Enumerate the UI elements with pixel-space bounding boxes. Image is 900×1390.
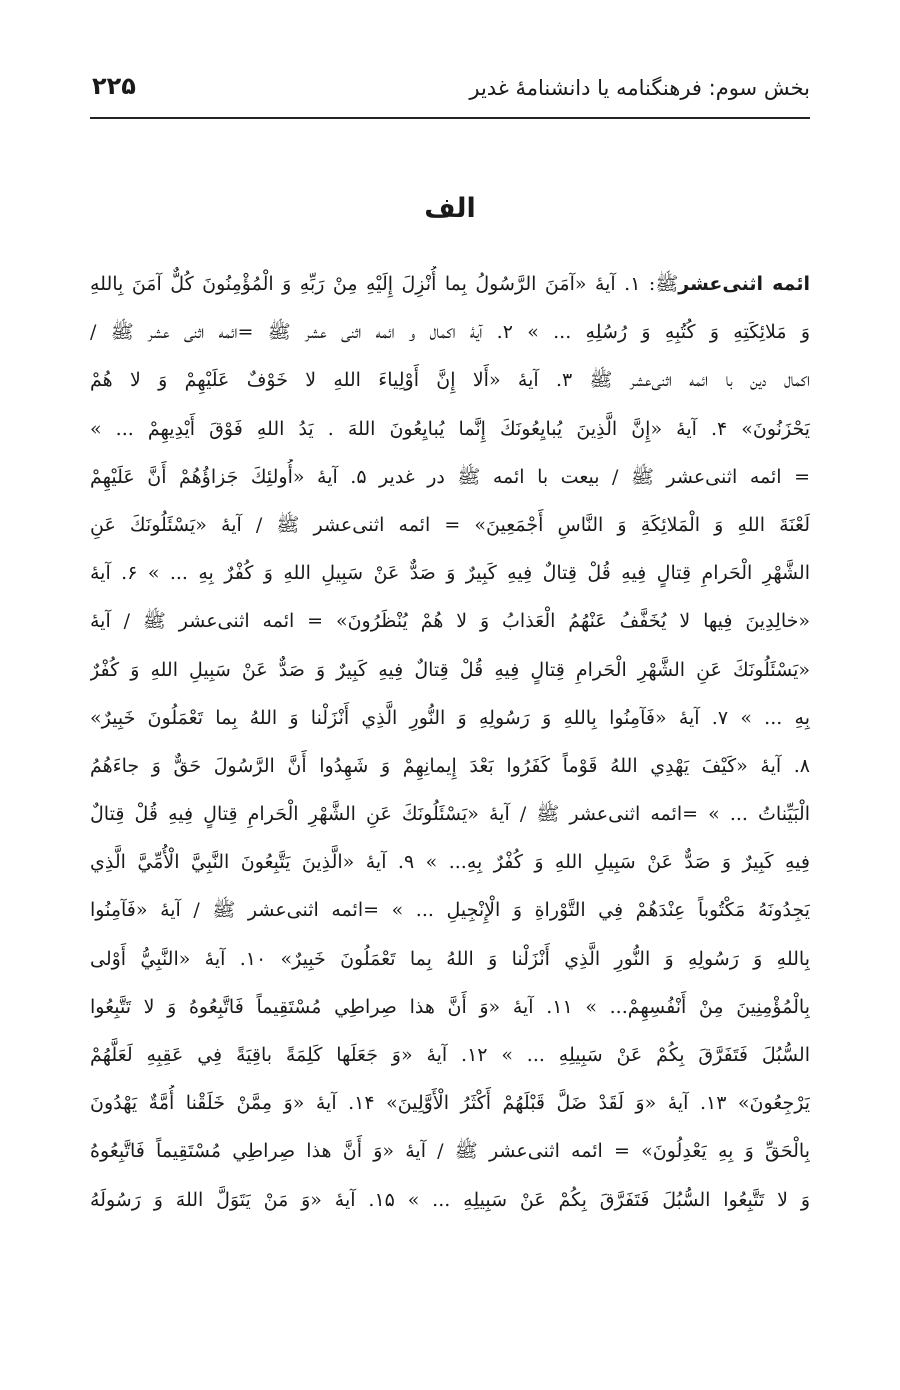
- text-line: الْبَيِّناتُ ... » =ائمه اثنی‌عشر ﷺ / آیهٔ «يَسْئَلُونَكَ عَنِ الشَّهْرِ الْحَرامِ قِتالٍ فِيهِ قُلْ قِتالٌ: [90, 803, 810, 826]
- text-line: يَجِدُونَهُ مَكْتُوباً عِنْدَهُمْ فِي التَّوْراةِ وَ الْإِنْجِيلِ ... » =ائمه اثنی‌عشر ﷺ / آیهٔ «فَآمِنُوا: [90, 899, 810, 922]
- text-line: بِالْمُؤْمِنِينَ مِنْ أَنْفُسِهِمْ... » ۱۱. آیهٔ «وَ أَنَّ هذا صِراطِي مُسْتَقِيماً فَاتَّبِعُوهُ وَ لا تَتَّبِعُوا: [90, 995, 810, 1018]
- text-line: «خالِدِينَ فِيها لا يُخَفَّفُ عَنْهُمُ الْعَذابُ وَ لا هُمْ يُنْظَرُونَ» = ائمه اثنی‌عشر ﷺ / آیهٔ: [90, 610, 810, 633]
- text-line: الشَّهْرِ الْحَرامِ قِتالٍ فِيهِ قُلْ قِتالٌ فِيهِ كَبِيرٌ وَ صَدٌّ عَنْ سَبِيلِ اللهِ وَ كُفْرٌ بِهِ ... » ۶. آیهٔ: [90, 562, 810, 585]
- text-line: ۸. آیهٔ «كَيْفَ يَهْدِي اللهُ قَوْماً كَفَرُوا بَعْدَ إِيمانِهِمْ وَ شَهِدُوا أَنَّ الرَّسُولَ حَقٌّ وَ جاءَهُمُ: [90, 754, 810, 777]
- text-line: [90, 266, 810, 314]
- text-line: بِهِ ... » ۷. آیهٔ «فَآمِنُوا بِاللهِ وَ رَسُولِهِ وَ النُّورِ الَّذِي أَنْزَلْنا وَ اللهُ بِما تَعْمَلُونَ خَبِيرٌ»: [90, 706, 810, 729]
- text-line: فِيهِ كَبِيرٌ وَ صَدٌّ عَنْ سَبِيلِ اللهِ وَ كُفْرٌ بِهِ... » ۹. آیهٔ «الَّذِينَ يَتَّبِعُونَ النَّبِيَّ الْأُمِّيَّ الَّذِي: [90, 851, 810, 874]
- text-line: لَعْنَةَ اللهِ وَ الْمَلائِكَةِ وَ النَّاسِ أَجْمَعِينَ» = ائمه اثنی‌عشر ﷺ / آیهٔ «يَسْئَلُونَكَ عَنِ: [90, 513, 810, 536]
- running-header: [90, 68, 810, 112]
- text-line: اکمال دین با ائمه اثنی‌عشر ﷺ ۳. آیهٔ «أَلا إِنَّ أَوْلِياءَ اللهِ لا خَوْفٌ عَلَيْهِمْ وَ لا هُمْ: [90, 369, 810, 392]
- entry-first-line-text: ﷺ: ۱. آیهٔ «آمَنَ الرَّسُولُ بِما أُنْزِلَ إِلَيْهِ مِنْ رَبِّهِ وَ الْمُؤْمِنُونَ كُلٌّ آمَنَ بِاللهِ: [90, 273, 679, 295]
- document-page: [90, 0, 810, 1390]
- text-line: وَ مَلائِكَتِهِ وَ كُتُبِهِ وَ رُسُلِهِ ... » ۲. آیهٔ اکمال و ائمه اثنی عشر ﷺ =ائمه اثنی عشر ﷺ /: [90, 321, 810, 344]
- text-line: يَحْزَنُونَ» ۴. آیهٔ «إِنَّ الَّذِينَ يُبايِعُونَكَ إِنَّما يُبايِعُونَ اللهَ . يَدُ اللهِ فَوْقَ أَيْدِيهِمْ ... »: [90, 417, 810, 440]
- entry-body: [90, 266, 810, 1230]
- header-divider: [90, 117, 810, 119]
- text-line: بِالْحَقِّ وَ بِهِ يَعْدِلُونَ» = ائمه اثنی‌عشر ﷺ / آیهٔ «وَ أَنَّ هذا صِراطِي مُسْتَقِيماً فَاتَّبِعُوهُ: [90, 1140, 810, 1163]
- text-line: بِاللهِ وَ رَسُولِهِ وَ النُّورِ الَّذِي أَنْزَلْنا وَ اللهُ بِما تَعْمَلُونَ خَبِيرٌ» ۱۰. آیهٔ «النَّبِيُّ أَوْلى: [90, 947, 810, 970]
- section-title: الف: [424, 193, 476, 224]
- text-line: يَرْجِعُونَ» ۱۳. آیهٔ «وَ لَقَدْ ضَلَّ قَبْلَهُمْ أَكْثَرُ الْأَوَّلِينَ» ۱۴. آیهٔ «وَ مِمَّنْ خَلَقْنا أُمَّةٌ يَهْدُونَ: [90, 1092, 810, 1115]
- text-line: = ائمه اثنی‌عشر ﷺ / بیعت با ائمه ﷺ در غدیر ۵. آیهٔ «أُولئِكَ جَزاؤُهُمْ أَنَّ عَلَيْهِمْ: [90, 465, 810, 488]
- entry-headword: ائمه اثنی‌عشر: [678, 273, 810, 295]
- text-line: السُّبُلَ فَتَفَرَّقَ بِكُمْ عَنْ سَبِيلِهِ ... » ۱۲. آیهٔ «وَ جَعَلَها كَلِمَةً باقِيَةً فِي عَقِبِهِ لَعَلَّهُمْ: [90, 1044, 810, 1066]
- text-line: «يَسْئَلُونَكَ عَنِ الشَّهْرِ الْحَرامِ قِتالٍ فِيهِ قُلْ قِتالٌ فِيهِ كَبِيرٌ وَ صَدٌّ عَنْ سَبِيلِ اللهِ وَ كُفْرٌ: [90, 658, 810, 681]
- running-header-title: بخش سوم: فرهنگنامه یا دانشنامهٔ غدیر: [469, 76, 810, 100]
- text-line: وَ لا تَتَّبِعُوا السُّبُلَ فَتَفَرَّقَ بِكُمْ عَنْ سَبِيلِهِ ... » ۱۵. آیهٔ «وَ مَنْ يَتَوَلَّ اللهَ وَ رَسُولَهُ: [90, 1188, 810, 1211]
- page-number: ۲۲۵: [92, 72, 136, 100]
